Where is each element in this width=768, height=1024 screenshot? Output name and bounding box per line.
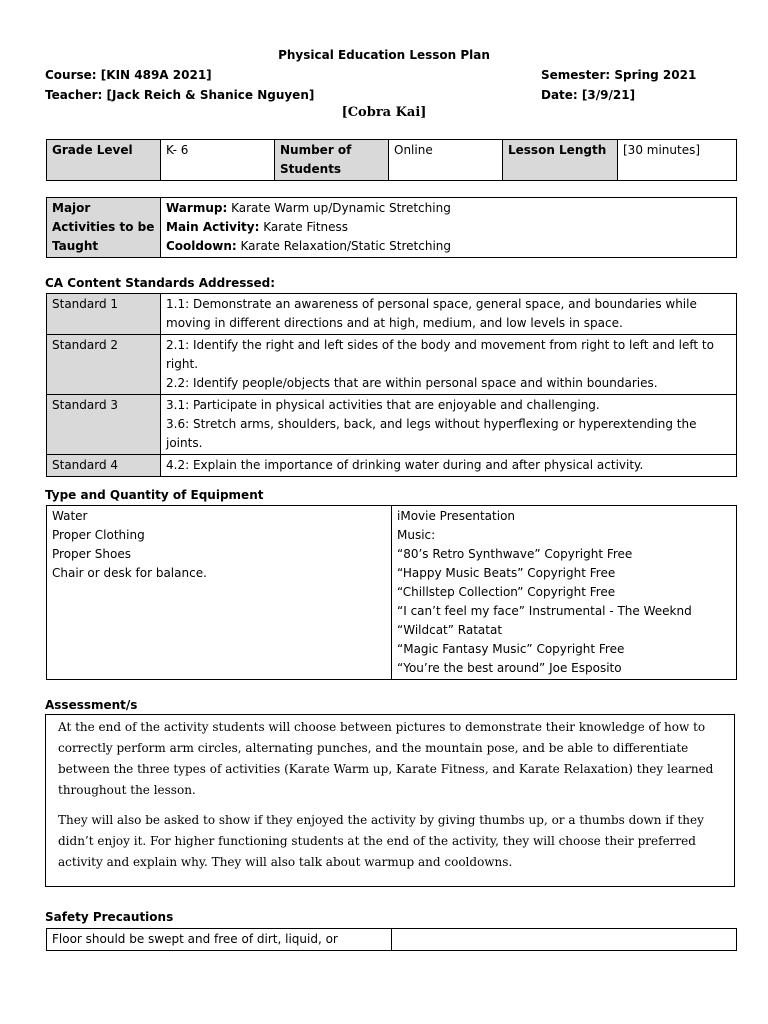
date-line — [541, 87, 635, 104]
standard-code: 3.6: — [166, 417, 190, 431]
safety-item: Floor should be swept and free of dirt, liquid, or — [47, 929, 392, 951]
standard-row — [47, 455, 737, 477]
standards-heading: CA Content Standards Addressed: — [45, 276, 276, 290]
standard-label: Standard 1 — [47, 294, 161, 335]
lesson-length-label: Lesson Length — [503, 140, 618, 181]
date-label: Date: — [541, 88, 578, 102]
standard-description: Participate in physical activities that are enjoyable and challenging. — [192, 398, 600, 412]
main-activity-line — [166, 218, 731, 237]
list-item: “I can’t feel my face” Instrumental - The Weeknd — [397, 604, 692, 618]
grade-level-label: Grade Level — [47, 140, 161, 181]
activities-list — [161, 198, 737, 258]
semester-value: Spring 2021 — [614, 68, 697, 82]
activities-table — [46, 197, 737, 258]
list-item: Music: — [397, 528, 436, 542]
list-item: Water — [52, 509, 88, 523]
standard-code: 2.1: — [166, 338, 190, 352]
standard-text — [161, 335, 737, 395]
list-item: “Wildcat” Ratatat — [397, 623, 503, 637]
cooldown-value: Karate Relaxation/Static Stretching — [240, 239, 452, 253]
course-label: Course: — [45, 68, 97, 82]
equipment-heading: Type and Quantity of Equipment — [45, 488, 264, 502]
standard-code: 4.2: — [166, 458, 190, 472]
standard-description: Demonstrate an awareness of personal space, general space, and boundaries while moving in different directions and at high, medium, and low levels in space. — [166, 297, 697, 330]
list-item: “Chillstep Collection” Copyright Free — [397, 585, 616, 599]
assessment-paragraph-1: At the end of the activity students will choose between pictures to demonstrate their knowledge of how to correctly perform arm circles, alternating punches, and the mountain pose, and be able to differentiate between the three types of activities (Karate Warm up, Karate Fitness, and Karate Relaxation) they learned throughout the lesson. — [58, 720, 714, 797]
standard-code: 1.1: — [166, 297, 190, 311]
standard-row — [47, 395, 737, 455]
standard-row — [47, 294, 737, 335]
document-title: Physical Education Lesson Plan — [278, 48, 490, 62]
standard-code: 3.1: — [166, 398, 190, 412]
list-item: Proper Clothing — [52, 528, 145, 542]
standard-description: Explain the importance of drinking water during and after physical activity. — [192, 458, 644, 472]
number-of-students-label: Number of Students — [275, 140, 389, 181]
list-item: “Magic Fantasy Music” Copyright Free — [397, 642, 625, 656]
standard-description: Identify the right and left sides of the body and movement from right to left and left to right. — [166, 338, 714, 371]
semester-label: Semester: — [541, 68, 611, 82]
cooldown-label: Cooldown: — [166, 239, 237, 253]
list-item: Chair or desk for balance. — [52, 566, 207, 580]
standard-code: 2.2: — [166, 376, 190, 390]
teacher-line — [45, 87, 314, 104]
standard-text — [161, 395, 737, 455]
assessment-box — [45, 714, 735, 887]
warmup-value: Karate Warm up/Dynamic Stretching — [231, 201, 451, 215]
list-item: “You’re the best around” Joe Esposito — [397, 661, 622, 675]
lesson-length-value: [30 minutes] — [618, 140, 737, 181]
number-of-students-value: Online — [389, 140, 503, 181]
teacher-value: [Jack Reich & Shanice Nguyen] — [106, 88, 315, 102]
equipment-table — [46, 505, 737, 680]
standards-table — [46, 293, 737, 477]
safety-item-empty — [392, 929, 737, 951]
warmup-line — [166, 199, 731, 218]
list-item: “Happy Music Beats” Copyright Free — [397, 566, 616, 580]
lesson-info-table — [46, 139, 737, 181]
list-item: Proper Shoes — [52, 547, 131, 561]
lesson-name: [Cobra Kai] — [341, 105, 427, 120]
cooldown-line — [166, 237, 731, 256]
grade-level-value: K- 6 — [161, 140, 275, 181]
course-value: [KIN 489A 2021] — [100, 68, 212, 82]
safety-heading: Safety Precautions — [45, 910, 174, 924]
standard-text — [161, 455, 737, 477]
teacher-label: Teacher: — [45, 88, 103, 102]
warmup-label: Warmup: — [166, 201, 228, 215]
assessment-heading: Assessment/s — [45, 698, 138, 712]
standard-label: Standard 3 — [47, 395, 161, 455]
standard-description: Identify people/objects that are within personal space and within boundaries. — [192, 376, 658, 390]
list-item: iMovie Presentation — [397, 509, 516, 523]
date-value: [3/9/21] — [581, 88, 636, 102]
main-activity-label: Main Activity: — [166, 220, 260, 234]
list-item: “80’s Retro Synthwave” Copyright Free — [397, 547, 633, 561]
assessment-paragraph-2: They will also be asked to show if they enjoyed the activity by giving thumbs up, or a thumbs down if they didn’t enjoy it. For higher functioning students at the end of the activity, they will choose their preferred activity and explain why. They will also talk about warmup and cooldowns. — [58, 813, 704, 869]
activities-label: Major Activities to be Taught — [47, 198, 161, 258]
standard-label: Standard 4 — [47, 455, 161, 477]
safety-table — [46, 928, 737, 951]
media-list — [392, 506, 737, 680]
standard-text — [161, 294, 737, 335]
standard-label: Standard 2 — [47, 335, 161, 395]
standard-row — [47, 335, 737, 395]
equipment-list — [47, 506, 392, 680]
main-activity-value: Karate Fitness — [263, 220, 349, 234]
standard-description: Stretch arms, shoulders, back, and legs without hyperflexing or hyperextending the joints. — [166, 417, 697, 450]
semester-line — [541, 67, 696, 84]
course-line — [45, 67, 212, 84]
